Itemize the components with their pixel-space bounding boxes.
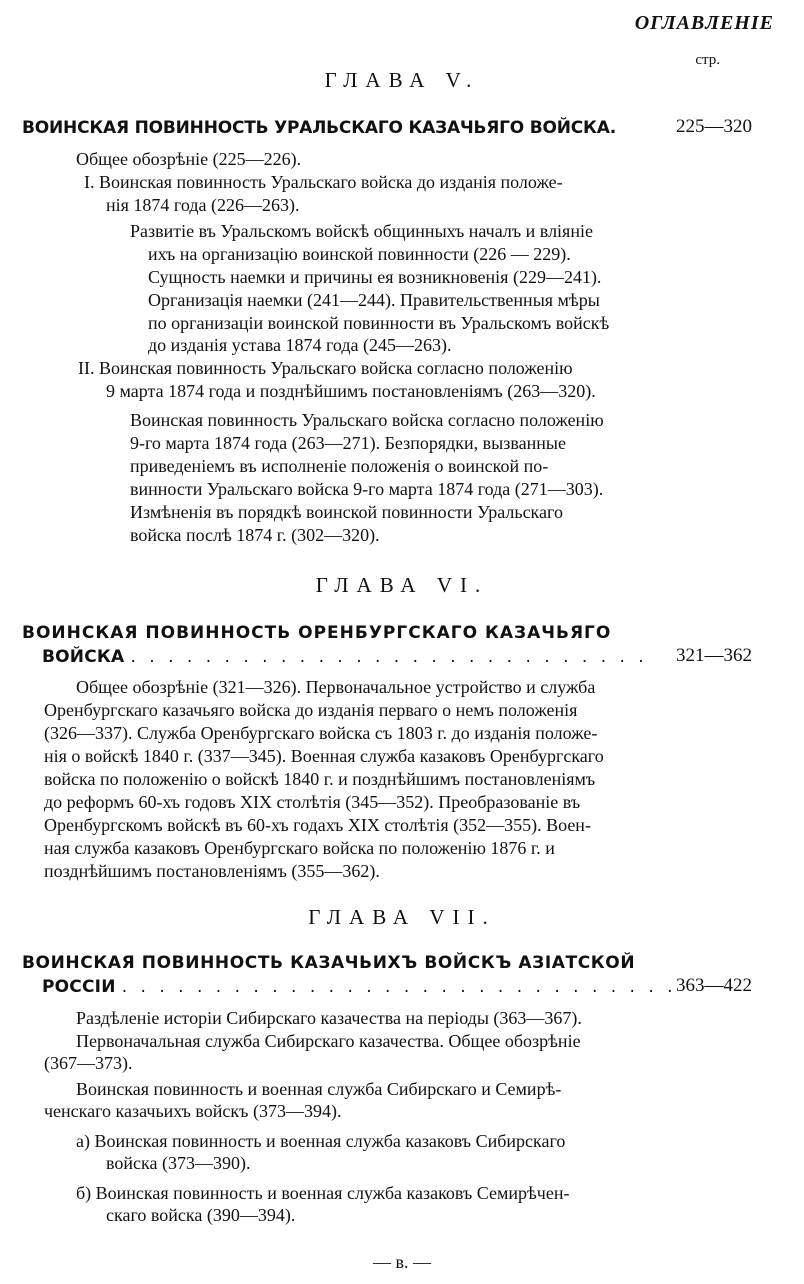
toc-entry: войска послѣ 1874 г. (302—320). [130,525,380,545]
toc-entry: Измѣненія въ порядкѣ воинской повинности Уральскаго [130,502,563,522]
toc-entry: до реформъ 60-хъ годовъ XIX столѣтія (345—352). Преобразованіе въ [44,792,581,812]
chapter-6-title-line: ВОЙСКА [42,647,125,667]
chapter-7-title-line: РОССIИ [42,977,116,997]
toc-entry: б) Воинская повинность и военная служба казаковъ Семирѣчен- [76,1183,570,1203]
chapter-7-title-cont [42,977,677,997]
toc-entry: по организаціи воинской повинности въ Уральскомъ войскѣ [148,313,610,333]
chapter-7-title [22,953,635,973]
toc-entry: Раздѣленіе исторіи Сибирскаго казачества на періоды (363—367). [76,1008,582,1028]
chapter-7-pages: 363—422 [676,975,752,996]
toc-entry: Развитіе въ Уральскомъ войскѣ общинныхъ началъ и вліяніе [130,221,593,241]
toc-entry: 9-го марта 1874 года (263—271). Безпорядки, вызванные [130,433,566,453]
toc-entry: ная служба казаковъ Оренбургскаго войска по положенію 1876 г. и [44,838,555,858]
toc-entry: 9 марта 1874 года и позднѣйшимъ постановленіямъ (263—320). [106,381,596,401]
toc-entry: I. Воинская повинность Уральскаго войска до изданія положе- [84,172,563,192]
running-head: ОГЛАВЛЕНIЕ [634,12,774,34]
toc-entry: а) Воинская повинность и военная служба казаковъ Сибирскаго [76,1131,566,1151]
chapter-6-heading: ГЛАВА VI. [315,573,489,597]
leader-dots: . . . . . . . . . . . . . . . . . . . . . . . . . . . . [130,647,648,667]
page-footer: — в. — [373,1252,431,1272]
chapter-7-title-line: ВОИНСКАЯ ПОВИННОСТЬ КАЗАЧЬИХЪ ВОЙСКЪ АЗIАТСКОЙ [22,953,636,973]
toc-entry: ченскаго казачьихъ войскъ (373—394). [44,1101,342,1121]
chapter-6-title [22,623,611,643]
toc-entry: Общее обозрѣніе (321—326). Первоначальное устройство и служба [76,677,596,697]
toc-entry: (326—337). Служба Оренбургскаго войска съ 1803 г. до изданія положе- [44,723,598,743]
toc-entry: Воинская повинность и военная служба Сибирскаго и Семирѣ- [76,1079,562,1099]
toc-entry: нія о войскѣ 1840 г. (337—345). Военная служба казаковъ Оренбургскаго [44,746,604,766]
toc-entry: Первоначальная служба Сибирскаго казачества. Общее обозрѣніе [76,1031,581,1051]
chapter-5-heading: ГЛАВА V. [324,68,480,92]
toc-entry: Организація наемки (241—244). Правительственныя мѣры [148,290,600,310]
toc-entry: Оренбургскаго казачьяго войска до изданія перваго о немъ положенія [44,700,578,720]
toc-entry: Воинская повинность Уральскаго войска согласно положенію [130,410,604,430]
toc-entry: скаго войска (390—394). [106,1205,296,1225]
toc-entry: ихъ на организацію воинской повинности (226 — 229). [148,244,571,264]
toc-entry: приведеніемъ въ исполненіе положенія о воинской по- [130,456,549,476]
toc-entry: Оренбургскомъ войскѣ въ 60-хъ годахъ XIX столѣтія (352—355). Воен- [44,815,591,835]
chapter-6-title-cont [42,647,648,667]
toc-entry: винности Уральскаго войска 9-го марта 1874 года (271—303). [130,479,604,499]
chapter-5-title [22,118,616,138]
chapter-5-title-line: ВОИНСКАЯ ПОВИННОСТЬ УРАЛЬСКАГО КАЗАЧЬЯГО ВОЙСКА. [22,118,616,138]
chapter-7-heading: ГЛАВА VII. [308,905,496,929]
chapter-6-pages: 321—362 [676,645,752,666]
toc-entry: Общее обозрѣнie (225—226). [76,149,302,169]
toc-entry: II. Воинская повинность Уральскаго войска согласно положенію [78,358,573,378]
toc-entry: Сущность наемки и причины ея возникновенія (229—241). [148,267,602,287]
chapter-5-pages: 225—320 [676,116,752,137]
chapter-6-title-line: ВОИНСКАЯ ПОВИННОСТЬ ОРЕНБУРГСКАГО КАЗАЧЬЯГО [22,623,612,643]
toc-entry: войска по положенію о войскѣ 1840 г. и позднѣйшимъ постановленіямъ [44,769,596,789]
pages-column-label: стр. [695,52,720,68]
toc-entry: до изданія устава 1874 года (245—263). [148,335,452,355]
leader-dots: . . . . . . . . . . . . . . . . . . . . . . . . . . . . . . [121,977,677,997]
toc-entry: нія 1874 года (226—263). [106,195,300,215]
toc-entry: (367—373). [44,1053,133,1073]
toc-entry: войска (373—390). [106,1153,251,1173]
toc-entry: позднѣйшимъ постановленіямъ (355—362). [44,861,380,881]
